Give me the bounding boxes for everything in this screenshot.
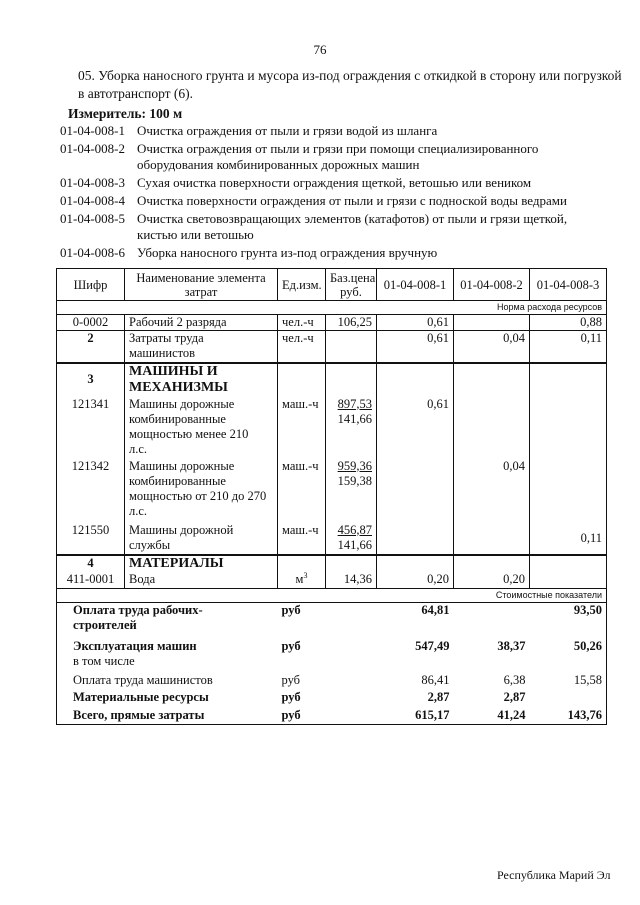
cell-value bbox=[377, 523, 454, 555]
cell-value bbox=[454, 315, 530, 331]
cost-caption: Стоимостные показатели bbox=[57, 589, 607, 603]
header-name: Наименование элемента затрат bbox=[125, 269, 278, 301]
table-row bbox=[57, 397, 607, 459]
cost-value: 50,26 bbox=[530, 636, 607, 670]
header-code-2: 01-04-008-2 bbox=[454, 269, 530, 301]
cost-name: Эксплуатация машин в том числе bbox=[57, 636, 278, 670]
cell-value bbox=[530, 572, 607, 589]
group-header-row bbox=[57, 555, 607, 572]
cell-price: 897,53 141,66 bbox=[326, 397, 377, 459]
cell-price: 106,25 bbox=[326, 315, 377, 331]
cost-row bbox=[57, 636, 607, 670]
item-description: Очистка ограждения от пыли и грязи водой из шланга bbox=[137, 123, 438, 138]
item-code: 01-04-008-1 bbox=[60, 123, 125, 138]
cost-value: 547,49 bbox=[415, 638, 450, 653]
section-title-line1: 05. Уборка наносного грунта и мусора из-под ограждения с откидкой в сторону или погрузкой bbox=[78, 68, 622, 83]
cell-value: 0,11 bbox=[530, 331, 607, 363]
cost-name: Оплата труда рабочих- строителей bbox=[57, 603, 278, 636]
group-header-row bbox=[57, 363, 607, 397]
header-code-3: 01-04-008-3 bbox=[530, 269, 607, 301]
cell-value bbox=[454, 523, 530, 555]
cell-unit: маш.-ч bbox=[278, 459, 326, 523]
cost-value: 143,76 bbox=[530, 708, 607, 725]
cell-name: МАТЕРИАЛЫ bbox=[125, 555, 278, 572]
cell-name: Машины дорожные комбинированные мощностью менее 210 л.с. bbox=[125, 397, 278, 459]
cell-value: 0,04 bbox=[454, 331, 530, 363]
item-description-cont: оборудования комбинированных дорожных машин bbox=[137, 157, 420, 172]
item-code: 01-04-008-4 bbox=[60, 193, 125, 208]
cell-code: 121342 bbox=[57, 459, 125, 523]
item-description-cont: кистью или ветошью bbox=[137, 227, 254, 242]
cell-code: 411-0001 bbox=[57, 572, 125, 589]
header-unit: Ед.изм. bbox=[278, 269, 326, 301]
cost-value: 6,38 bbox=[503, 672, 526, 687]
cell-name: Машины дорожной службы bbox=[125, 523, 278, 555]
table-row bbox=[57, 331, 607, 363]
cost-row bbox=[57, 708, 607, 725]
cell-value: 0,88 bbox=[530, 315, 607, 331]
item-code: 01-04-008-5 bbox=[60, 211, 125, 226]
cell-unit: маш.-ч bbox=[278, 523, 326, 555]
item-description: Очистка поверхности ограждения от пыли и грязи с подноской воды ведрами bbox=[137, 193, 567, 208]
cell-name: Вода bbox=[125, 572, 278, 589]
cost-caption-row bbox=[57, 589, 607, 603]
item-description: Очистка ограждения от пыли и грязи при помощи специализированного bbox=[137, 141, 539, 156]
cell-value: 0,61 bbox=[377, 331, 454, 363]
cost-unit: руб bbox=[278, 708, 326, 725]
cell-code: 0-0002 bbox=[57, 315, 125, 331]
table-row bbox=[57, 572, 607, 589]
cell-price bbox=[326, 331, 377, 363]
cell-value: 0,20 bbox=[454, 572, 530, 589]
cost-row bbox=[57, 603, 607, 636]
cost-name: Всего, прямые затраты bbox=[57, 708, 278, 725]
norm-caption-row bbox=[57, 301, 607, 315]
cell-unit: $м^3$ bbox=[278, 572, 326, 589]
cost-value: 2,87 bbox=[503, 689, 526, 704]
cost-value: 64,81 bbox=[421, 603, 450, 617]
table-row bbox=[57, 523, 607, 555]
cell-name: МАШИНЫ И МЕХАНИЗМЫ bbox=[125, 363, 278, 397]
cost-row bbox=[57, 690, 607, 708]
cost-unit: руб bbox=[281, 638, 301, 653]
cost-name: Оплата труда машинистов bbox=[57, 670, 278, 690]
cell-value: 0,20 bbox=[377, 572, 454, 589]
cell-unit: маш.-ч bbox=[278, 397, 326, 459]
cell-code: 121550 bbox=[57, 523, 125, 555]
measure-unit: Измеритель: 100 м bbox=[68, 106, 183, 121]
cell-code: 3 bbox=[57, 363, 125, 397]
cell-value: 0,61 bbox=[377, 397, 454, 459]
table-header-row bbox=[57, 269, 607, 301]
item-description: Сухая очистка поверхности ограждения щеткой, ветошью или веником bbox=[137, 175, 532, 190]
item-description: Уборка наносного грунта из-под ограждения вручную bbox=[137, 245, 438, 260]
header-shifr: Шифр bbox=[57, 269, 125, 301]
cost-unit: руб bbox=[281, 672, 301, 687]
cell-value: 0,61 bbox=[377, 315, 454, 331]
section-title-line2: в автотранспорт (6). bbox=[78, 86, 194, 101]
cost-value bbox=[454, 603, 530, 636]
cell-unit: чел.-ч bbox=[278, 331, 326, 363]
cost-row bbox=[57, 670, 607, 690]
table-row bbox=[57, 315, 607, 331]
cost-value: 615,17 bbox=[377, 708, 454, 725]
cell-value: 0,04 bbox=[454, 459, 530, 523]
footer-region: Республика Марий Эл bbox=[497, 868, 611, 882]
cost-name: Материальные ресурсы bbox=[57, 690, 278, 708]
cell-price: 959,36 159,38 bbox=[326, 459, 377, 523]
cell-price: 456,87 141,66 bbox=[326, 523, 377, 555]
cell-value: 0,11 bbox=[530, 523, 607, 555]
cell-unit: чел.-ч bbox=[278, 315, 326, 331]
item-code: 01-04-008-3 bbox=[60, 175, 125, 190]
cell-value bbox=[530, 397, 607, 459]
cost-value: 2,87 bbox=[427, 689, 450, 704]
header-price: Баз.цена руб. bbox=[326, 269, 377, 301]
cell-value bbox=[454, 397, 530, 459]
cell-value bbox=[377, 459, 454, 523]
norm-caption: Норма расхода ресурсов bbox=[57, 301, 607, 315]
cost-unit: руб bbox=[281, 689, 301, 704]
cost-value: 86,41 bbox=[421, 672, 450, 687]
cost-value bbox=[530, 690, 607, 708]
cost-value: 41,24 bbox=[454, 708, 530, 725]
table-row bbox=[57, 459, 607, 523]
cell-code: 4 bbox=[57, 555, 125, 572]
item-code: 01-04-008-2 bbox=[60, 141, 125, 156]
cell-code: 2 bbox=[57, 331, 125, 363]
cell-code: 121341 bbox=[57, 397, 125, 459]
header-code-1: 01-04-008-1 bbox=[377, 269, 454, 301]
item-code: 01-04-008-6 bbox=[60, 245, 125, 260]
cost-unit: руб bbox=[281, 603, 301, 617]
cell-name: Рабочий 2 разряда bbox=[125, 315, 278, 331]
cell-name: Машины дорожные комбинированные мощностью от 210 до 270 л.с. bbox=[125, 459, 278, 523]
page-number: 76 bbox=[313, 42, 327, 57]
cell-name: Затраты труда машинистов bbox=[125, 331, 278, 363]
cost-value: 93,50 bbox=[530, 603, 607, 636]
item-description: Очистка световозвращающих элементов (катафотов) от пыли и грязи щеткой, bbox=[137, 211, 568, 226]
cost-value: 15,58 bbox=[530, 670, 607, 690]
cost-value: 38,37 bbox=[497, 638, 526, 653]
cell-price: 14,36 bbox=[326, 572, 377, 589]
resource-norms-table bbox=[56, 268, 607, 725]
cell-value bbox=[530, 459, 607, 523]
